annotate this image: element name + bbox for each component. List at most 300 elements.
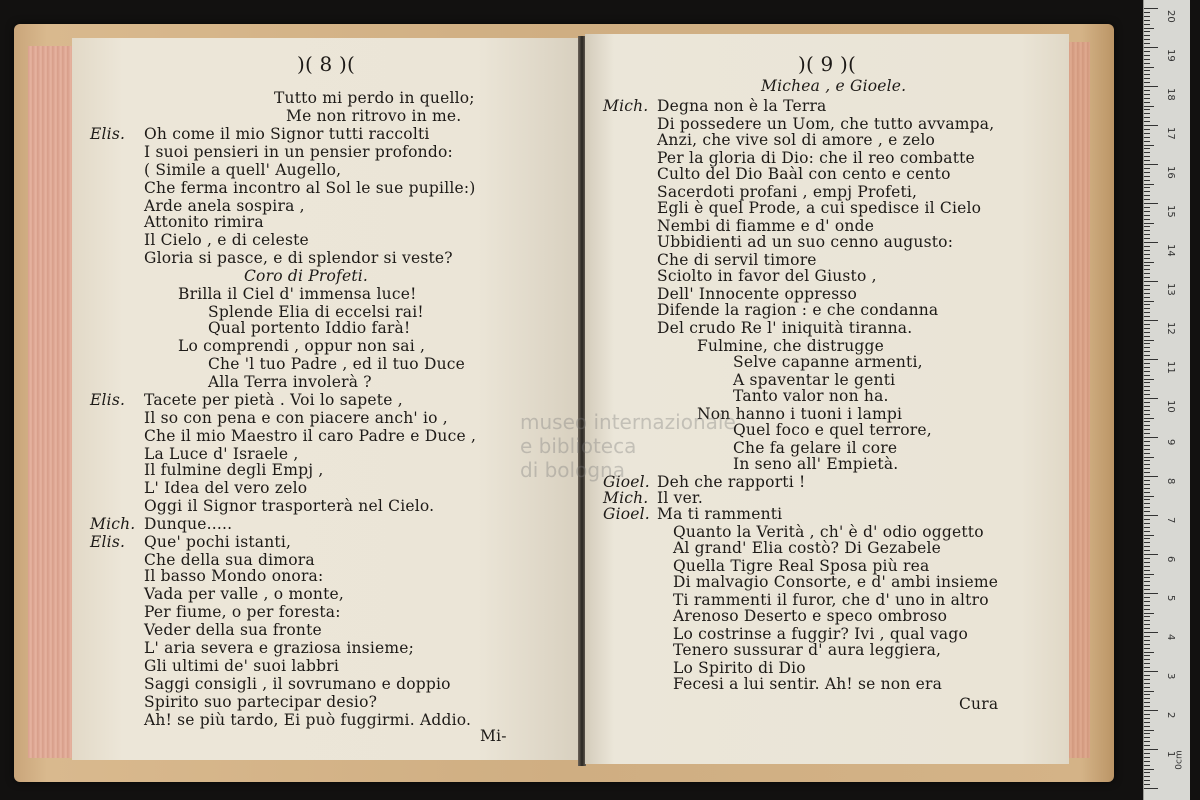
ruler-tick xyxy=(1144,527,1150,528)
ruler-tick xyxy=(1144,262,1154,263)
left-verse-line: Il basso Mondo onora: xyxy=(144,567,324,585)
left-verse-line: Il Cielo , e di celeste xyxy=(144,231,309,249)
right-verse-line: Del crudo Re l' iniquità tiranna. xyxy=(657,319,913,337)
ruler-number: 14 xyxy=(1165,244,1176,257)
ruler-tick xyxy=(1144,507,1150,508)
ruler-tick xyxy=(1144,219,1150,220)
right-speaker: Mich. xyxy=(603,97,649,115)
right-speaker: Mich. xyxy=(603,489,649,507)
ruler-tick xyxy=(1144,757,1150,758)
left-verse-line: Attonito rimira xyxy=(144,213,264,231)
left-verse-line: Che ferma incontro al Sol le sue pupille:) xyxy=(144,179,476,197)
ruler-tick xyxy=(1144,710,1158,711)
ruler-tick xyxy=(1144,347,1150,348)
ruler-tick xyxy=(1144,667,1150,668)
left-speaker: Mich. xyxy=(90,515,136,533)
ruler-tick xyxy=(1144,308,1150,309)
ruler-tick xyxy=(1144,616,1150,617)
ruler-tick xyxy=(1144,382,1150,383)
ruler-tick xyxy=(1144,542,1150,543)
right-verse-line: Lo Spirito di Dio xyxy=(673,659,806,677)
ruler-tick xyxy=(1144,129,1150,130)
left-verse-line: ( Simile a quell' Augello, xyxy=(144,161,342,179)
ruler-tick xyxy=(1144,741,1150,742)
ruler-number: 10 xyxy=(1165,400,1176,413)
ruler-tick xyxy=(1144,691,1154,692)
ruler-tick xyxy=(1144,12,1150,13)
ruler-tick xyxy=(1144,601,1150,602)
ruler-tick xyxy=(1144,160,1150,161)
ruler-tick xyxy=(1144,644,1150,645)
ruler-tick xyxy=(1144,31,1150,32)
ruler-tick xyxy=(1144,745,1150,746)
ruler-unit-label: 0cm xyxy=(1174,750,1185,770)
ruler-tick xyxy=(1144,102,1150,103)
ruler-tick xyxy=(1144,281,1158,282)
ruler-number: 3 xyxy=(1165,673,1176,680)
ruler-tick xyxy=(1144,788,1158,789)
left-verse-line: Per fiume, o per foresta: xyxy=(144,603,341,621)
ruler-tick xyxy=(1144,476,1158,477)
right-verse-line: Tanto valor non ha. xyxy=(733,387,889,405)
left-verse-line: Alla Terra involerà ? xyxy=(208,373,372,391)
ruler-tick xyxy=(1144,180,1150,181)
ruler-tick xyxy=(1144,332,1150,333)
ruler-number: 17 xyxy=(1165,127,1176,140)
right-page-edge xyxy=(1068,42,1090,758)
ruler-number: 18 xyxy=(1165,88,1176,101)
ruler-number: 20 xyxy=(1165,10,1176,23)
ruler-tick xyxy=(1144,98,1150,99)
ruler-tick xyxy=(1144,137,1150,138)
right-verse-line: Sciolto in favor del Giusto , xyxy=(657,267,877,285)
ruler-tick xyxy=(1144,468,1150,469)
ruler-tick xyxy=(1144,141,1150,142)
ruler-tick xyxy=(1144,16,1150,17)
ruler-number: 15 xyxy=(1165,205,1176,218)
ruler-tick xyxy=(1144,106,1154,107)
right-verse-line: Che di servil timore xyxy=(657,251,817,269)
right-verse-line: Ti rammenti il furor, che d' uno in altro xyxy=(673,591,989,609)
ruler-tick xyxy=(1144,191,1150,192)
ruler-tick xyxy=(1144,117,1150,118)
ruler-tick xyxy=(1144,70,1150,71)
left-verse-line: Arde anela sospira , xyxy=(144,197,305,215)
ruler-tick xyxy=(1144,184,1154,185)
ruler-tick xyxy=(1144,164,1158,165)
ruler-tick xyxy=(1144,289,1150,290)
ruler-tick xyxy=(1144,784,1150,785)
ruler-number: 9 xyxy=(1165,439,1176,446)
ruler-tick xyxy=(1144,702,1150,703)
left-verse-line: Il fulmine degli Empj , xyxy=(144,461,324,479)
ruler-tick xyxy=(1144,24,1150,25)
ruler-tick xyxy=(1144,355,1150,356)
ruler-tick xyxy=(1144,94,1150,95)
ruler-tick xyxy=(1144,402,1150,403)
ruler-tick xyxy=(1144,328,1150,329)
ruler-tick xyxy=(1144,67,1154,68)
left-verse-line: Saggi consigli , il sovrumano e doppio xyxy=(144,675,451,693)
right-verse-line: Di possedere un Uom, che tutto avvampa, xyxy=(657,115,995,133)
left-verse-line: Che il mio Maestro il caro Padre e Duce , xyxy=(144,427,477,445)
right-verse-line: Sacerdoti profani , empj Profeti, xyxy=(657,183,918,201)
ruler-tick xyxy=(1144,679,1150,680)
ruler-tick xyxy=(1144,570,1150,571)
ruler-tick xyxy=(1144,515,1158,516)
right-verse-line: Il ver. xyxy=(657,489,703,507)
left-speaker: Elis. xyxy=(90,533,126,551)
ruler-tick xyxy=(1144,460,1150,461)
left-page-number: )( 8 )( xyxy=(296,52,356,76)
right-verse-line: Ma ti rammenti xyxy=(657,505,783,523)
ruler-tick xyxy=(1144,398,1158,399)
ruler-tick xyxy=(1144,519,1150,520)
ruler-tick xyxy=(1144,558,1150,559)
left-verse-line: Che della sua dimora xyxy=(144,551,315,569)
left-verse-line: Tacete per pietà . Voi lo sapete , xyxy=(144,391,403,409)
left-verse-line: Dunque..... xyxy=(144,515,233,533)
ruler-tick xyxy=(1144,304,1150,305)
ruler-tick xyxy=(1144,636,1150,637)
ruler-tick xyxy=(1144,640,1150,641)
left-verse-line: Gloria si pasce, e di splendor si veste? xyxy=(144,249,453,267)
right-catchword: Cura xyxy=(959,695,999,713)
ruler-tick xyxy=(1144,609,1150,610)
left-verse-line: Vada per valle , o monte, xyxy=(144,585,344,603)
right-verse-line: Deh che rapporti ! xyxy=(657,473,806,491)
ruler-tick xyxy=(1144,574,1154,575)
ruler-number: 7 xyxy=(1165,517,1176,524)
ruler-tick xyxy=(1144,254,1150,255)
ruler-tick xyxy=(1144,187,1150,188)
left-verse-line: Me non ritrovo in me. xyxy=(286,107,462,125)
left-verse-line: L' aria severa e graziosa insieme; xyxy=(144,639,415,657)
ruler-tick xyxy=(1144,772,1150,773)
ruler-tick xyxy=(1144,78,1150,79)
ruler-tick xyxy=(1144,769,1154,770)
ruler-tick xyxy=(1144,55,1150,56)
ruler-tick xyxy=(1144,480,1150,481)
ruler-tick xyxy=(1144,597,1150,598)
ruler-tick xyxy=(1144,581,1150,582)
ruler-tick xyxy=(1144,301,1154,302)
ruler-tick xyxy=(1144,226,1150,227)
museum-watermark: museo internazionale e biblioteca di bologna xyxy=(520,410,736,482)
right-verse-line: Non hanno i tuoni i lampi xyxy=(697,405,903,423)
ruler-tick xyxy=(1144,20,1150,21)
ruler-tick xyxy=(1144,425,1150,426)
ruler-tick xyxy=(1144,449,1150,450)
right-verse-line: Lo costrinse a fuggir? Ivi , qual vago xyxy=(673,625,968,643)
ruler-tick xyxy=(1144,121,1150,122)
ruler-tick xyxy=(1144,207,1150,208)
left-verse-line: Ah! se più tardo, Ei può fuggirmi. Addio. xyxy=(144,711,472,729)
ruler-tick xyxy=(1144,523,1150,524)
left-verse-line: Oggi il Signor trasporterà nel Cielo. xyxy=(144,497,435,515)
left-verse-line: Gli ultimi de' suoi labbri xyxy=(144,657,339,675)
right-verse-line: Culto del Dio Baàl con cento e cento xyxy=(657,165,951,183)
ruler-tick xyxy=(1144,148,1150,149)
ruler-tick xyxy=(1144,168,1150,169)
ruler-tick xyxy=(1144,421,1150,422)
ruler-number: 6 xyxy=(1165,556,1176,563)
right-verse-line: Di malvagio Consorte, e d' ambi insieme xyxy=(673,573,999,591)
ruler-tick xyxy=(1144,195,1150,196)
ruler-tick xyxy=(1144,125,1158,126)
ruler-tick xyxy=(1144,172,1150,173)
ruler-tick xyxy=(1144,472,1150,473)
ruler-tick xyxy=(1144,386,1150,387)
ruler-tick xyxy=(1144,453,1150,454)
ruler-tick xyxy=(1144,698,1150,699)
ruler-tick xyxy=(1144,655,1150,656)
ruler-tick xyxy=(1144,109,1150,110)
left-page-edge xyxy=(28,46,74,758)
ruler-tick xyxy=(1144,718,1150,719)
ruler-tick xyxy=(1144,706,1150,707)
left-verse-line: Che 'l tuo Padre , ed il tuo Duce xyxy=(208,355,466,373)
ruler-tick xyxy=(1144,230,1150,231)
ruler-tick xyxy=(1144,538,1150,539)
ruler-tick xyxy=(1144,737,1150,738)
ruler-tick xyxy=(1144,133,1150,134)
ruler-tick xyxy=(1144,43,1150,44)
ruler-tick xyxy=(1144,632,1158,633)
ruler-tick xyxy=(1144,683,1150,684)
ruler-number: 1 xyxy=(1165,751,1176,758)
right-speaker: Gioel. xyxy=(603,473,650,491)
right-verse-line: A spaventar le genti xyxy=(733,371,896,389)
ruler-tick xyxy=(1144,223,1154,224)
ruler-tick xyxy=(1144,687,1150,688)
left-verse-line: I suoi pensieri in un pensier profondo: xyxy=(144,143,453,161)
ruler-tick xyxy=(1144,593,1158,594)
left-speaker: Elis. xyxy=(90,391,126,409)
ruler-tick xyxy=(1144,242,1158,243)
right-verse-line: Per la gloria di Dio: che il reo combatte xyxy=(657,149,975,167)
ruler-tick xyxy=(1144,324,1150,325)
ruler-tick xyxy=(1144,406,1150,407)
right-verse-line: Difende la ragion : e che condanna xyxy=(657,301,939,319)
ruler-number: 4 xyxy=(1165,634,1176,641)
ruler-tick xyxy=(1144,749,1158,750)
ruler-tick xyxy=(1144,258,1150,259)
ruler-number: 5 xyxy=(1165,595,1176,602)
ruler-tick xyxy=(1144,86,1158,87)
ruler-tick xyxy=(1144,761,1150,762)
ruler-tick xyxy=(1144,367,1150,368)
ruler-tick xyxy=(1144,554,1158,555)
right-verse-line: Selve capanne armenti, xyxy=(733,353,923,371)
ruler-tick xyxy=(1144,550,1150,551)
ruler-tick xyxy=(1144,437,1158,438)
ruler-tick xyxy=(1144,246,1150,247)
right-verse-line: Dell' Innocente oppresso xyxy=(657,285,858,303)
ruler-tick xyxy=(1144,211,1150,212)
ruler-tick xyxy=(1144,269,1150,270)
right-verse-line: Al grand' Elia costò? Di Gezabele xyxy=(673,539,942,557)
ruler-tick xyxy=(1144,343,1150,344)
ruler-tick xyxy=(1144,722,1150,723)
ruler-tick xyxy=(1144,589,1150,590)
right-verse-line: Anzi, che vive sol di amore , e zelo xyxy=(657,131,936,149)
ruler-tick xyxy=(1144,375,1150,376)
ruler-number: 13 xyxy=(1165,283,1176,296)
ruler-tick xyxy=(1144,694,1150,695)
left-verse-line: Coro di Profeti. xyxy=(244,267,369,285)
left-verse-line: Qual portento Iddio farà! xyxy=(208,319,411,337)
ruler-tick xyxy=(1144,546,1150,547)
right-verse-line: Quanto la Verità , ch' è d' odio oggetto xyxy=(673,523,984,541)
ruler-number: 11 xyxy=(1165,361,1176,374)
ruler-tick xyxy=(1144,176,1150,177)
ruler-tick xyxy=(1144,379,1154,380)
ruler-tick xyxy=(1144,429,1150,430)
left-page xyxy=(72,38,580,760)
ruler-tick xyxy=(1144,613,1154,614)
ruler-tick xyxy=(1144,8,1158,9)
ruler-tick xyxy=(1144,445,1150,446)
ruler-tick xyxy=(1144,320,1158,321)
ruler-tick xyxy=(1144,492,1150,493)
right-verse-line: Quella Tigre Real Sposa più rea xyxy=(673,557,930,575)
left-speaker: Elis. xyxy=(90,125,126,143)
right-verse-line: Degna non è la Terra xyxy=(657,97,827,115)
left-verse-line: La Luce d' Israele , xyxy=(144,445,299,463)
ruler-tick xyxy=(1144,363,1150,364)
ruler-tick xyxy=(1144,74,1150,75)
right-verse-line: Fulmine, che distrugge xyxy=(697,337,884,355)
ruler-tick xyxy=(1144,726,1150,727)
right-verse-line: Che fa gelare il core xyxy=(733,439,898,457)
ruler-tick xyxy=(1144,457,1154,458)
left-verse-line: L' Idea del vero zelo xyxy=(144,479,308,497)
right-verse-line: Egli è quel Prode, a cui spedisce il Cielo xyxy=(657,199,982,217)
ruler-tick xyxy=(1144,663,1150,664)
ruler-number: 16 xyxy=(1165,166,1176,179)
ruler-tick xyxy=(1144,410,1150,411)
ruler-tick xyxy=(1144,285,1150,286)
left-catchword: Mi- xyxy=(480,727,507,745)
right-verse-line: Ubbidienti ad un suo cenno augusto: xyxy=(657,233,954,251)
ruler-tick xyxy=(1144,753,1150,754)
ruler-tick xyxy=(1144,297,1150,298)
ruler-tick xyxy=(1144,433,1150,434)
ruler-tick xyxy=(1144,496,1154,497)
ruler-number: 19 xyxy=(1165,49,1176,62)
ruler-tick xyxy=(1144,659,1150,660)
ruler-tick xyxy=(1144,484,1150,485)
ruler-tick xyxy=(1144,648,1150,649)
ruler-number: 2 xyxy=(1165,712,1176,719)
ruler-tick xyxy=(1144,624,1150,625)
ruler-tick xyxy=(1144,733,1150,734)
ruler-tick xyxy=(1144,441,1150,442)
ruler-tick xyxy=(1144,265,1150,266)
ruler-tick xyxy=(1144,488,1150,489)
right-page-header: Michea , e Gioele. xyxy=(761,77,907,95)
ruler-tick xyxy=(1144,371,1150,372)
ruler-tick xyxy=(1144,273,1150,274)
ruler-number: 8 xyxy=(1165,478,1176,485)
ruler-tick xyxy=(1144,51,1150,52)
ruler-tick xyxy=(1144,499,1150,500)
ruler-tick xyxy=(1144,47,1158,48)
ruler-tick xyxy=(1144,28,1154,29)
ruler-tick xyxy=(1144,780,1150,781)
ruler-tick xyxy=(1144,390,1150,391)
ruler-tick xyxy=(1144,90,1150,91)
right-verse-line: Arenoso Deserto e speco ombroso xyxy=(673,607,948,625)
ruler-tick xyxy=(1144,145,1154,146)
right-verse-line: Quel foco e quel terrore, xyxy=(733,421,932,439)
ruler-tick xyxy=(1144,414,1150,415)
right-page-number: )( 9 )( xyxy=(797,52,857,76)
ruler-tick xyxy=(1144,156,1150,157)
ruler-tick xyxy=(1144,63,1150,64)
left-verse-line: Que' pochi istanti, xyxy=(144,533,292,551)
right-speaker: Gioel. xyxy=(603,505,650,523)
ruler-tick xyxy=(1144,238,1150,239)
left-verse-line: Veder della sua fronte xyxy=(144,621,322,639)
ruler-tick xyxy=(1144,59,1150,60)
ruler-tick xyxy=(1144,277,1150,278)
ruler-tick xyxy=(1144,652,1154,653)
ruler-tick xyxy=(1144,503,1150,504)
right-verse-line: Nembi di fiamme e d' onde xyxy=(657,217,875,235)
ruler-tick xyxy=(1144,316,1150,317)
ruler-tick xyxy=(1144,250,1150,251)
ruler-tick xyxy=(1144,152,1150,153)
left-verse-line: Spirito suo partecipar desio? xyxy=(144,693,378,711)
ruler-tick xyxy=(1144,351,1150,352)
ruler-tick xyxy=(1144,765,1150,766)
ruler-tick xyxy=(1144,577,1150,578)
left-verse-line: Oh come il mio Signor tutti raccolti xyxy=(144,125,430,143)
ruler-tick xyxy=(1144,234,1150,235)
ruler-tick xyxy=(1144,293,1150,294)
right-page xyxy=(585,34,1069,764)
left-verse-line: Splende Elia di eccelsi rai! xyxy=(208,303,424,321)
ruler-tick xyxy=(1144,535,1154,536)
ruler-tick xyxy=(1144,359,1158,360)
ruler-tick xyxy=(1144,203,1158,204)
ruler-tick xyxy=(1144,620,1150,621)
ruler-tick xyxy=(1144,671,1158,672)
ruler-tick xyxy=(1144,531,1150,532)
ruler-tick xyxy=(1144,730,1154,731)
ruler-tick xyxy=(1144,215,1150,216)
ruler-tick xyxy=(1144,628,1150,629)
ruler-tick xyxy=(1144,675,1150,676)
ruler-tick xyxy=(1144,562,1150,563)
ruler-tick xyxy=(1144,39,1150,40)
ruler-tick xyxy=(1144,605,1150,606)
right-verse-line: Fecesi a lui sentir. Ah! se non era xyxy=(673,675,943,693)
ruler-tick xyxy=(1144,113,1150,114)
left-verse-line: Tutto mi perdo in quello; xyxy=(274,89,475,107)
ruler-tick xyxy=(1144,394,1150,395)
left-verse-line: Brilla il Ciel d' immensa luce! xyxy=(178,285,417,303)
ruler-tick xyxy=(1144,585,1150,586)
ruler-tick xyxy=(1144,336,1150,337)
ruler-tick xyxy=(1144,199,1150,200)
left-verse-line: Lo comprendi , oppur non sai , xyxy=(178,337,426,355)
ruler-tick xyxy=(1144,340,1154,341)
ruler-tick xyxy=(1144,312,1150,313)
right-verse-line: In seno all' Empietà. xyxy=(733,455,899,473)
